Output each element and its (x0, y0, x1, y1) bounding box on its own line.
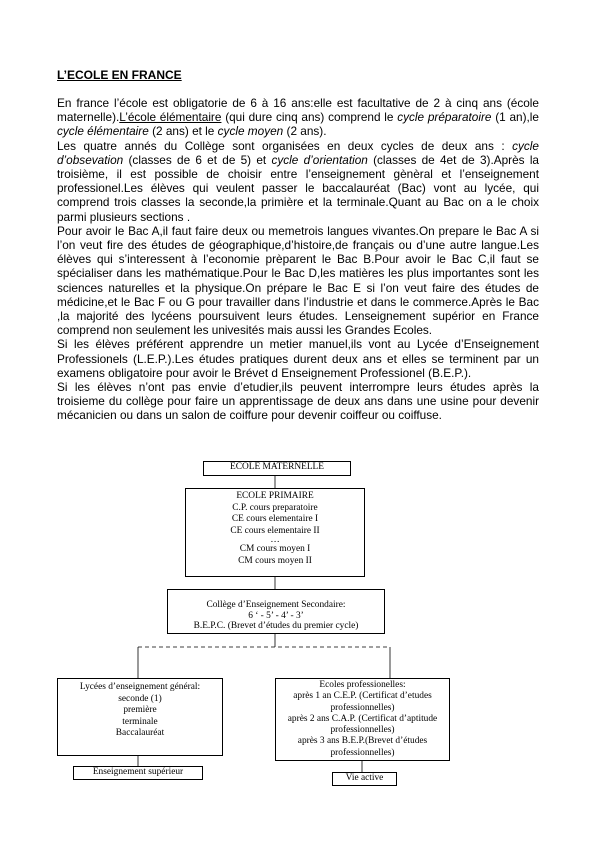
superieur-label: Enseignement supérieur (92, 767, 184, 777)
maternelle-label: ECOLE MATERNELLE (230, 462, 324, 472)
primaire-title: ECOLE PRIMAIRE (236, 491, 314, 501)
ecoles-pro-cep-cont: professionnelles) (330, 702, 395, 713)
p1-text-i: (2 ans). (283, 124, 327, 139)
box-ecole-primaire (185, 488, 365, 577)
ecoles-pro-cap: après 2 ans C.A.P. (Certificat d’aptitude (287, 713, 438, 724)
lycees-premiere: première (123, 705, 157, 715)
box-ecoles-professionnelles (275, 678, 450, 761)
ecoles-pro-cep: après 1 an C.E.P. (Certificat d’etudes (293, 691, 432, 702)
primaire-ce2: CE cours elementaire II (230, 525, 320, 536)
p1-italic-cycle-elementaire: cycle élémentaire (57, 124, 149, 139)
ecoles-pro-cap-cont: professionnelles) (330, 725, 395, 736)
college-title: Collège d’Enseignement Secondaire: (206, 600, 346, 610)
p2-text-e: (classes de 4et de 3).Après la troisième, il est possible de choisir entre l’enseignement gènèral et l’enseignement professionel.Les élèves qui veulent passer le baccalauréat (Bac) vont au lycée, qui comprend trois classes la seconde,la primière et la terminale.Quant au Bac on a le choix parmi plusieurs sections . (57, 152, 539, 224)
paragraph-ecole (57, 96, 539, 139)
primaire-cp: C.P. cours preparatoire (232, 502, 318, 513)
lycees-terminale: terminale (122, 716, 158, 727)
p2-italic-cycle-observation: cycle d’obsevation (57, 138, 539, 167)
box-lycees (57, 678, 223, 756)
p1-text-g: (2 ans) et le (148, 124, 218, 139)
ecoles-pro-title: Ecoles professionelles: (319, 680, 406, 690)
paragraph-bac: Pour avoir le Bac A,il faut faire deux ou memetrois langues vivantes.On prepare le Bac A si l’on veut fire des études de géographique,d’histoire,de français ou d’une autre langue.Les élèves qui s’interessent à l’economie prèparent le Bac B.Pour avoir le Bac C,il faut se spécialiser dans les mathématique.Pour le Bac D,les matières les plus importantes sont les sciences naturelles et la physique.On prépare le Bac E si l’on veut faire des études de médicine,et le Bac F ou G pour travailler dans l’industrie et dans le commerce.Après le Bac ,la majorité des lycéens poursuivent leurs études. Lenseignement supérior en France comprend non seulement les univesités mais aussi les Grandes Ecoles. (57, 223, 539, 338)
lycees-seconde: seconde (1) (118, 693, 162, 704)
box-ecole-maternelle (203, 461, 351, 476)
ecoles-pro-bep-cont: professionnelles) (330, 747, 395, 758)
p2-text-c: (classes de 6 et de 5) et (123, 152, 272, 167)
box-vie-active (332, 772, 397, 786)
p1-italic-cycle-moyen: cycle moyen (217, 124, 284, 139)
page-title: L’ECOLE EN FRANCE (57, 68, 182, 82)
p2-text-a: Les quatre annés du Collège sont organisées en deux cycles de deux ans : (57, 138, 513, 153)
primaire-ce1: CE cours elementaire I (231, 514, 319, 524)
paragraph-lep: Si les élèves préférent apprendre un metier manuel,ils vont au Lycée d’Enseignement Professionels (L.E.P.).Les études pratiques durent deux ans et elles se terminent par un examens obligatoire pour avoir le Brévet d Enseignement Professionel (B.E.P.). (57, 337, 539, 380)
box-enseignement-superieur (73, 766, 203, 780)
p2-italic-cycle-orientation: cycle d’orientation (271, 152, 368, 167)
college-bepc: B.E.P.C. (Brevet d’études du premier cycle) (193, 621, 359, 631)
primaire-ellipsis: … (270, 535, 280, 545)
primaire-cm1: CM cours moyen I (239, 544, 311, 554)
lycees-title: Lycées d’enseignement général: (79, 682, 201, 692)
p1-italic-cycle-preparatoire: cycle préparatoire (397, 110, 492, 125)
college-classes: 6 ‘ - 5’ - 4’ - 3’ (248, 610, 304, 621)
box-college (167, 589, 385, 634)
paragraph-apprentissage: Si les élèves n’ont pas envie d’etudier,ils peuvent interrompre leurs études après la troisieme du collège pour faire un apprentissage de deux ans dans une usine pour devenir mécanicien ou dans un salon de coiffure pour devenir coiffeur ou coiffuse. (57, 380, 539, 423)
vie-active-label: Vie active (345, 773, 384, 783)
primaire-cm2: CM cours moyen II (238, 555, 312, 566)
article-body (57, 96, 539, 423)
ecoles-pro-bep: après 3 ans B.E.P.(Brevet d’études (297, 736, 428, 747)
p1-underlined-ecole-elementaire: L’école élémentaire (119, 110, 222, 125)
lycees-baccalaureat: Baccalauréat (115, 728, 165, 738)
paragraph-college (57, 139, 539, 224)
p1-text-c: (qui dure cinq ans) comprend le (221, 110, 398, 125)
p1-text-e: (1 an),le (491, 110, 539, 125)
p1-text-a: En france l’école est obligatorie de 6 à 16 ans:elle est facultative de 2 à cinq ans (école maternelle). (57, 96, 539, 125)
